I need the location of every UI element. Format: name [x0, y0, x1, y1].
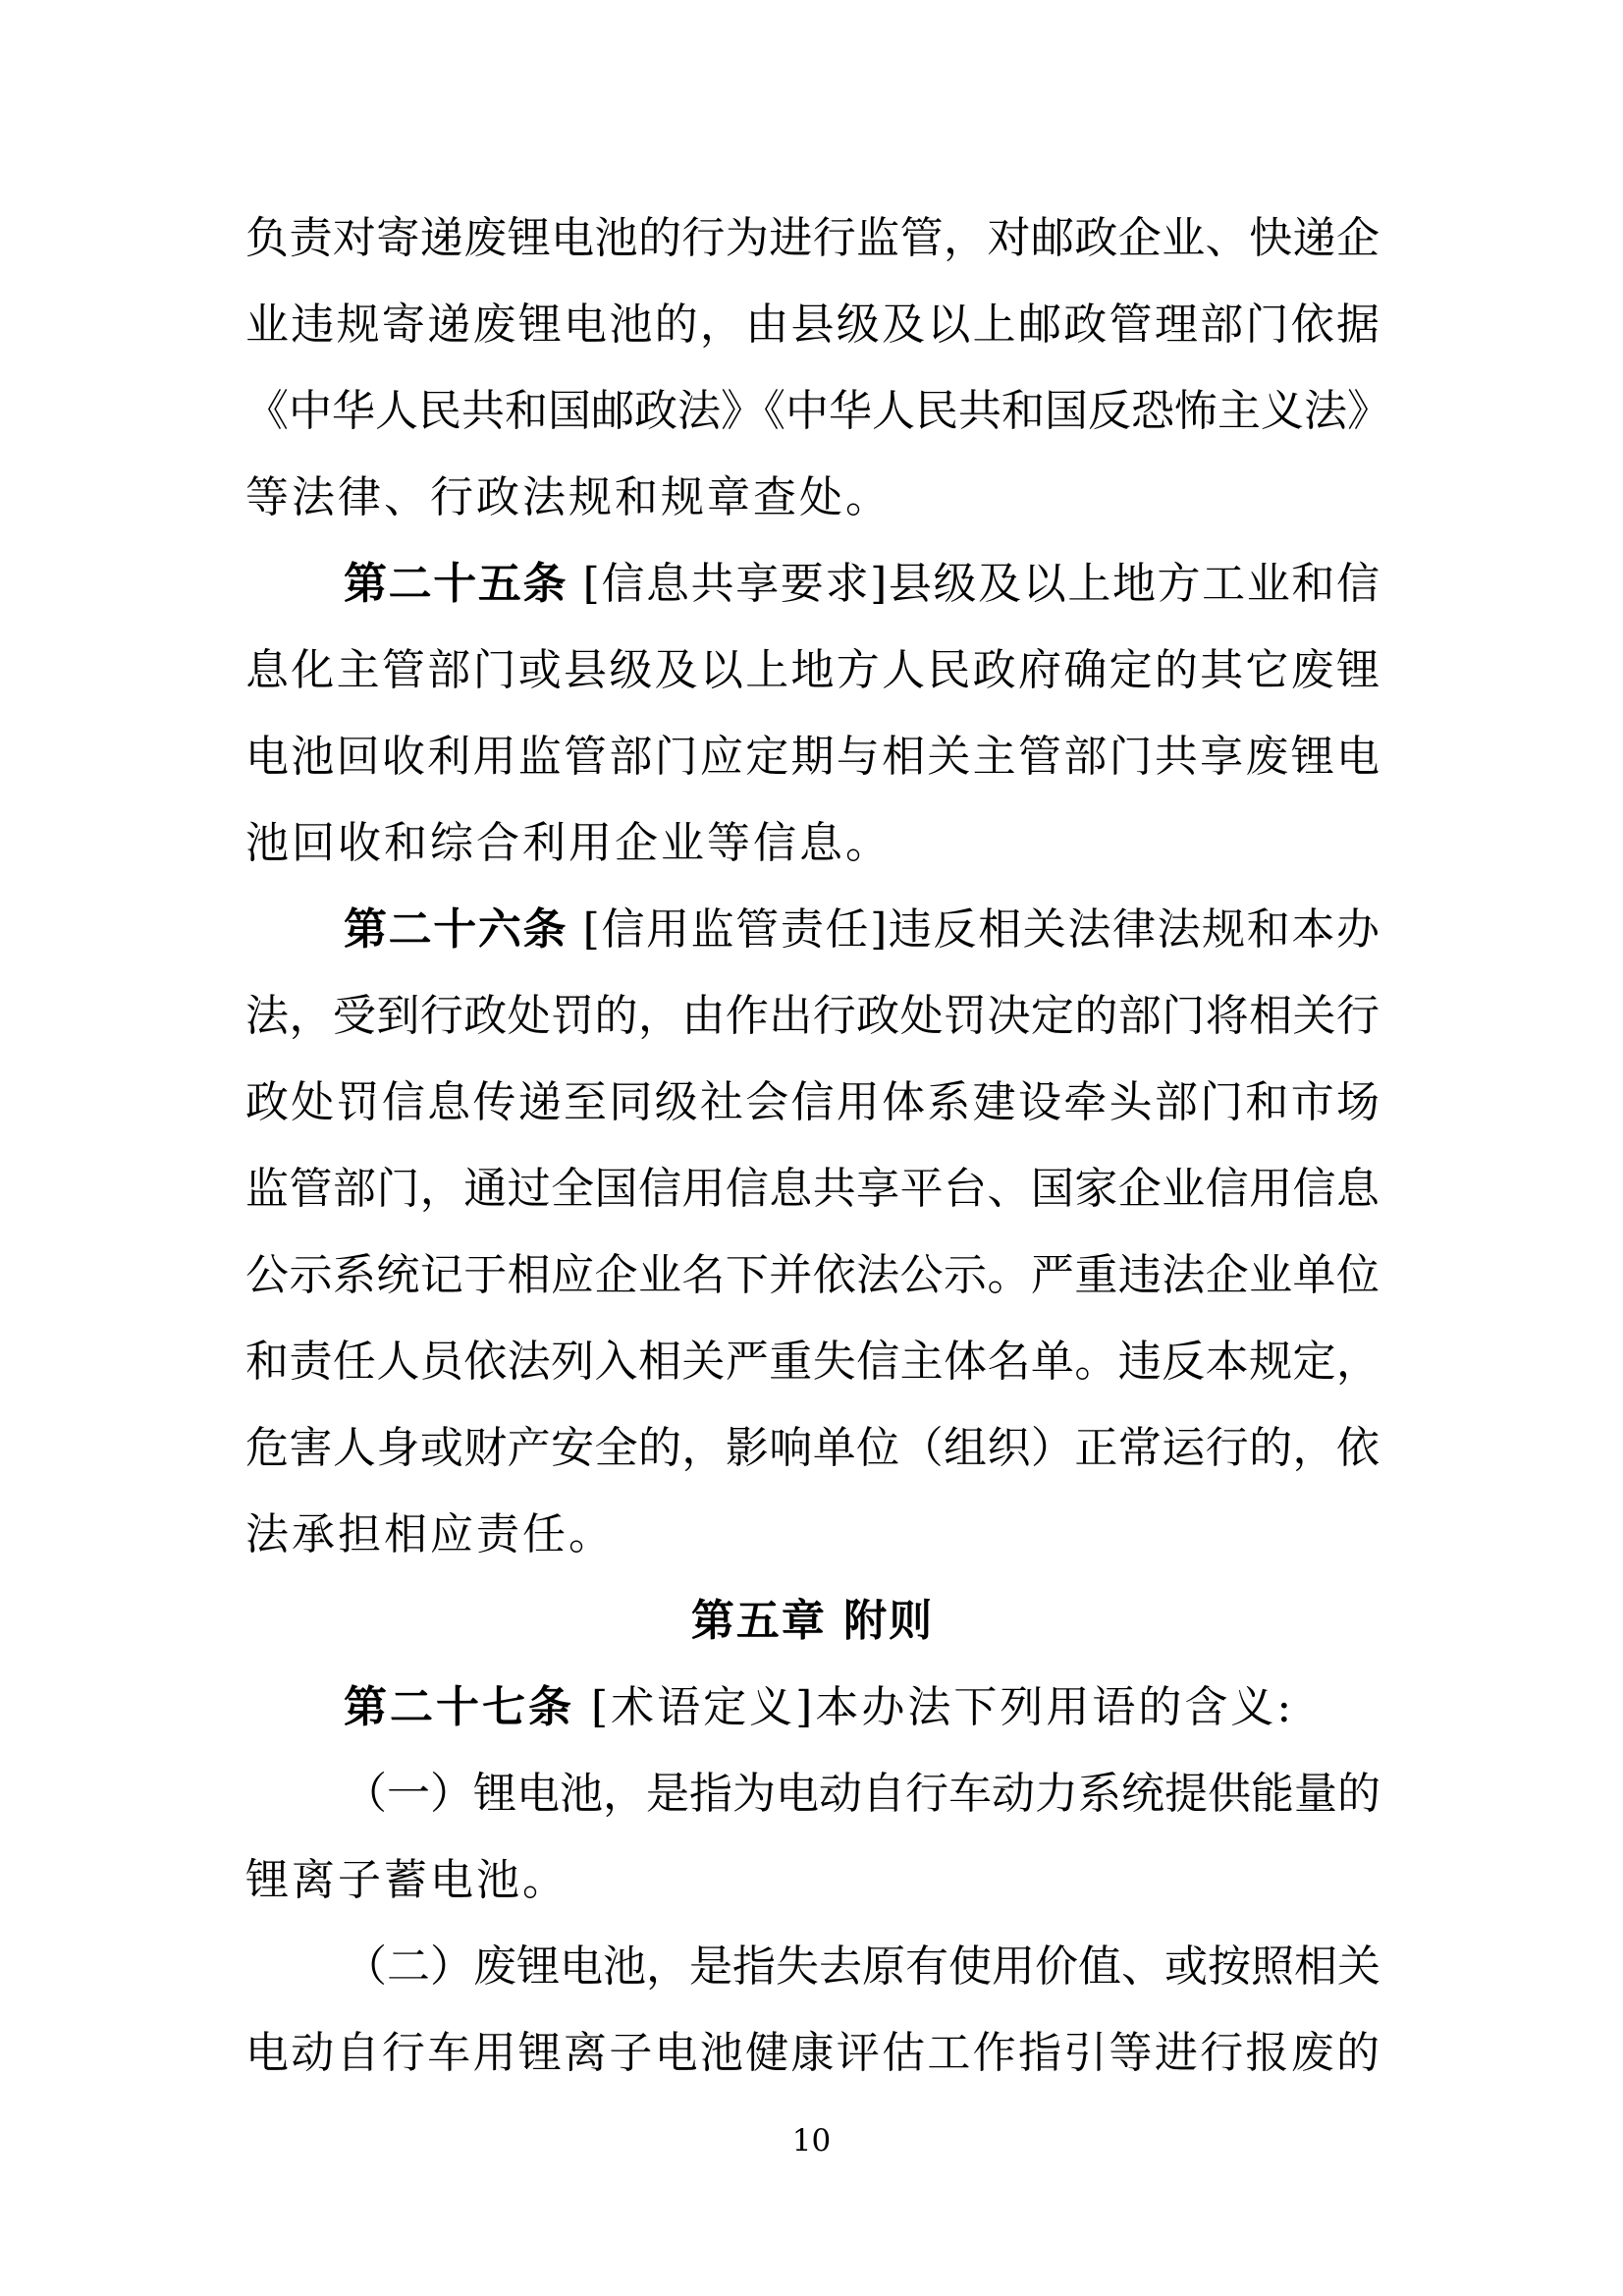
text-line: [245, 973, 1380, 1060]
text-line: [245, 628, 1380, 714]
text-line: [245, 1665, 1380, 1751]
text-line: [245, 1924, 1380, 2010]
text-run: 电池回收利用监管部门应定期与相关主管部门共享废锂电: [245, 732, 1380, 782]
text-run: 锂离子蓄电池。: [245, 1855, 568, 1905]
text-run: 法，受到行政处罚的，由作出行政处罚决定的部门将相关行: [245, 991, 1380, 1041]
text-run: 池回收和综合利用企业等信息。: [245, 818, 892, 868]
page-number: 10: [791, 2123, 832, 2159]
text-line: [245, 1492, 1380, 1578]
article-number: 第二十五条: [344, 559, 568, 609]
text-run: 监管部门，通过全国信用信息共享平台、国家企业信用信息: [245, 1164, 1380, 1214]
text-run: 电动自行车用锂离子电池健康评估工作指引等进行报废的: [245, 2028, 1380, 2078]
text-line: [245, 1751, 1380, 1837]
text-line: [245, 1060, 1380, 1146]
text-line: [245, 800, 1380, 887]
text-run: （二）废锂电池，是指失去原有使用价值、或按照相关: [344, 1941, 1380, 1992]
text-line: [245, 714, 1380, 800]
text-line: [245, 368, 1390, 455]
text-line: [245, 1146, 1380, 1232]
text-run: 法承担相应责任。: [245, 1509, 615, 1559]
text-run: [信息共享要求]县级及以上地方工业和信: [568, 559, 1380, 609]
text-line: [245, 455, 1380, 541]
text-run: 公示系统记于相应企业名下并依法公示。严重违法企业单位: [245, 1250, 1380, 1300]
article-number: 第五章 附则: [690, 1596, 935, 1646]
text-run: 息化主管部门或县级及以上地方人民政府确定的其它废锂: [245, 645, 1380, 695]
text-run: [信用监管责任]违反相关法律法规和本办: [568, 904, 1380, 955]
document-body: [245, 195, 1390, 2097]
text-run: 等法律、行政法规和规章查处。: [245, 472, 892, 522]
text-run: [术语定义]本办法下列用语的含义:: [574, 1682, 1295, 1732]
text-line: [245, 1319, 1380, 1405]
text-run: 和责任人员依法列入相关严重失信主体名单。违反本规定，: [245, 1337, 1380, 1387]
text-line: [245, 1837, 1380, 1924]
text-line: [245, 887, 1380, 973]
text-line: [245, 541, 1380, 628]
article-number: 第二十六条: [344, 904, 568, 955]
text-line: [245, 282, 1380, 368]
text-run: 负责对寄递废锂电池的行为进行监管，对邮政企业、快递企: [245, 213, 1380, 263]
text-run: （一）锂电池，是指为电动自行车动力系统提供能量的: [344, 1769, 1380, 1819]
text-run: 《中华人民共和国邮政法》《中华人民共和国反恐怖主义法》: [245, 386, 1390, 436]
text-run: 业违规寄递废锂电池的，由县级及以上邮政管理部门依据: [245, 300, 1380, 350]
article-number: 第二十七条: [344, 1682, 574, 1732]
text-line: [245, 1405, 1380, 1492]
page-footer: [0, 2121, 1623, 2160]
text-line: [245, 2010, 1380, 2097]
text-run: 政处罚信息传递至同级社会信用体系建设牵头部门和市场: [245, 1077, 1380, 1127]
text-line: [245, 195, 1380, 282]
text-line: [245, 1232, 1380, 1319]
chapter-heading: [245, 1578, 1380, 1665]
text-run: 危害人身或财产安全的，影响单位（组织）正常运行的，依: [245, 1423, 1380, 1473]
